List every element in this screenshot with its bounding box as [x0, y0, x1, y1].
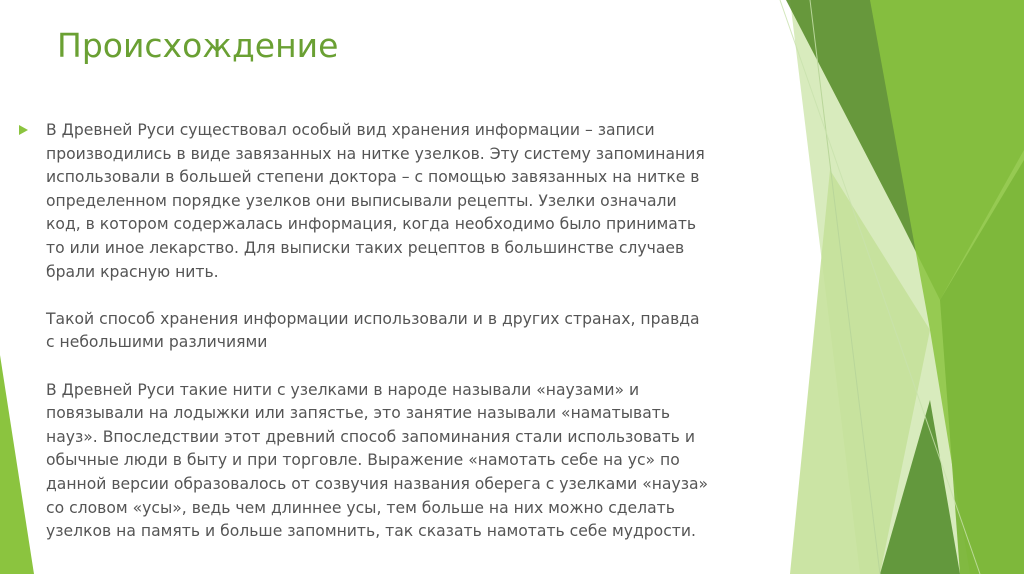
- slide-title: Происхождение: [57, 26, 339, 65]
- body-paragraph-3: В Древней Руси такие нити с узелками в народе называли «наузами» и повязывали на лодыжки или запястье, это занятие называли «наматывать науз». Впоследствии этот древний способ запоминания стали использовать и обычные люди в быту и при торговле. Выражение «намотать себе на ус» по данной версии образовалось от созвучия названия оберега с узелками «науза» со словом «усы», ведь чем длиннее усы, тем больше на них можно сделать узелков на память и больше запомнить, так сказать намотать себе мудрости.: [46, 380, 709, 541]
- triangle-bullet-icon: [19, 125, 28, 135]
- body-paragraph-2: Такой способ хранения информации использовали и в других странах, правда с небольшими различиями: [46, 309, 700, 352]
- slide-body: [46, 119, 766, 544]
- left-green-triangle: [0, 355, 34, 574]
- body-paragraph-1: [46, 119, 766, 284]
- body-paragraph-1-text: В Древней Руси существовал особый вид хранения информации – записи производились в виде завязанных на нитке узелков. Эту систему запоминания использовали в большей степени доктора – с помощью завязанных на нитке в определенном порядке узелков они выписывали рецепты. Узелки означали код, в котором содержалась информация, когда необходимо было принимать то или иное лекарство. Для выписки таких рецептов в большинстве случаев брали красную нить.: [46, 121, 705, 281]
